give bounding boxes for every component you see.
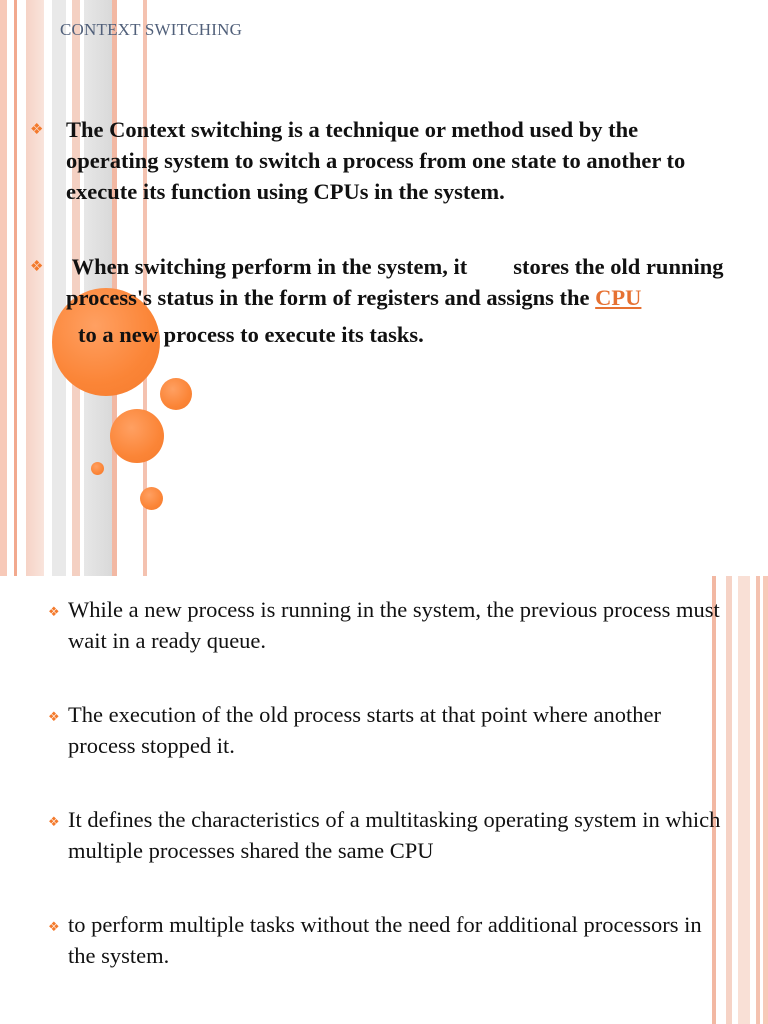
bullet-text: stores the old running process's status in the form of registers and assigns the bbox=[66, 254, 724, 310]
decorative-circle bbox=[91, 462, 104, 475]
list-item bbox=[48, 804, 728, 866]
slide-title: CONTEXT SWITCHING bbox=[60, 20, 243, 39]
diamond-bullet-icon: ❖ bbox=[48, 709, 60, 724]
bullet-text: When switching perform in the system, it bbox=[71, 254, 468, 279]
diamond-bullet-icon: ❖ bbox=[48, 814, 60, 829]
decorative-stripe bbox=[14, 0, 17, 576]
cpu-link[interactable]: CPU bbox=[595, 285, 642, 310]
list-item bbox=[48, 699, 728, 761]
decorative-stripe bbox=[756, 576, 760, 1024]
decorative-circle bbox=[140, 487, 163, 510]
bullet-list bbox=[30, 114, 730, 350]
diamond-bullet-icon: ❖ bbox=[48, 919, 60, 934]
diamond-bullet-icon: ❖ bbox=[30, 259, 44, 275]
diamond-bullet-icon: ❖ bbox=[48, 604, 60, 619]
list-item bbox=[30, 114, 730, 207]
decorative-stripe bbox=[738, 576, 750, 1024]
slide-2 bbox=[0, 576, 768, 1024]
decorative-stripe bbox=[763, 576, 768, 1024]
bullet-text: While a new process is running in the system, the previous process must wait in a ready queue. bbox=[68, 597, 720, 653]
decorative-circle bbox=[110, 409, 164, 463]
decorative-stripe bbox=[0, 0, 7, 576]
list-item bbox=[48, 909, 728, 971]
bullet-text: The execution of the old process starts at that point where another process stopped it. bbox=[68, 702, 661, 758]
diamond-bullet-icon: ❖ bbox=[30, 122, 44, 138]
bullet-text: to a new process to execute its tasks. bbox=[78, 322, 424, 347]
bullet-list bbox=[48, 594, 728, 971]
list-item bbox=[48, 594, 728, 656]
bullet-text: to perform multiple tasks without the need for additional processors in the system. bbox=[68, 912, 702, 968]
bullet-text: The Context switching is a technique or method used by the operating system to switch a process from one state to another to execute its function using CPUs in the system. bbox=[66, 117, 686, 204]
bullet-text: It defines the characteristics of a multitasking operating system in which multiple processes shared the same CPU bbox=[68, 807, 721, 863]
decorative-circle bbox=[160, 378, 192, 410]
list-item bbox=[30, 251, 730, 350]
